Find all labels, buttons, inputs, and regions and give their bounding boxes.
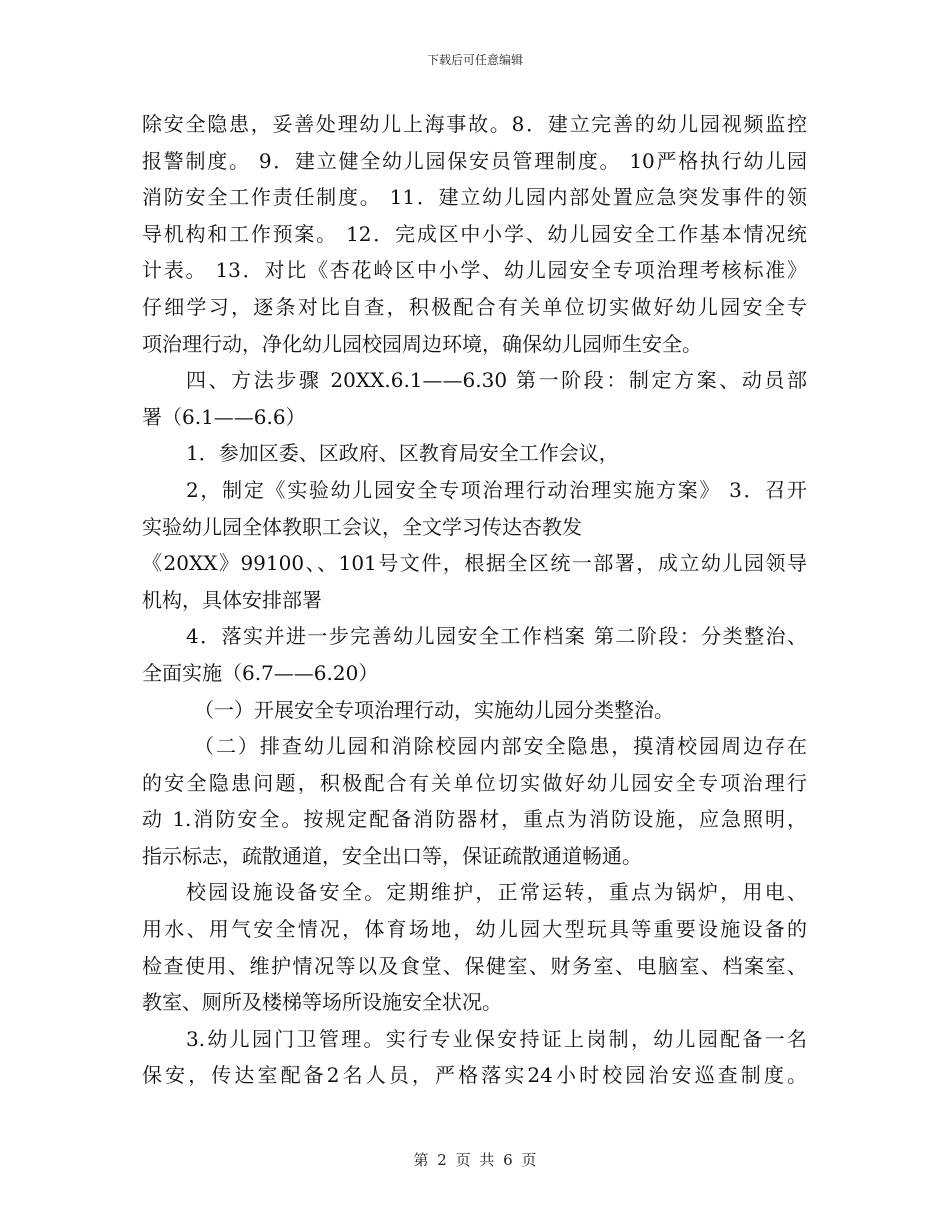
text-line: 教室、厕所及楼梯等场所设施安全状况。 xyxy=(142,990,502,1015)
text-line: 动 1.消防安全。按规定配备消防器材，重点为消防设施，应急照明， xyxy=(142,807,807,832)
text-line: 指示标志，疏散通道，安全出口等，保证疏散通道畅通。 xyxy=(142,843,642,868)
text-line: 2，制定《实验幼儿园安全专项治理行动治理实施方案》 3．召开 xyxy=(186,477,807,502)
text-line: 3.幼儿园门卫管理。实行专业保安持证上岗制，幼儿园配备一名 xyxy=(186,1026,807,1051)
text-line: 机构，具体安排部署 xyxy=(142,587,322,612)
page-number-footer: 第 2 页 共 6 页 xyxy=(413,1151,537,1169)
text-line: 1．参加区委、区政府、区教育局安全工作会议， xyxy=(186,441,619,466)
text-line: 计表。 13．对比《杏花岭区中小学、幼儿园安全专项治理考核标准》 xyxy=(142,258,807,283)
section-heading-line: 四、方法步骤 20XX.6.1——6.30 第一阶段：制定方案、动员部 xyxy=(186,368,807,393)
text-line: 消防安全工作责任制度。 11．建立幼儿园内部处置应急突发事件的领 xyxy=(142,185,807,210)
text-line: 校园设施设备安全。定期维护，正常运转，重点为锅炉，用电、 xyxy=(186,880,807,905)
document-body xyxy=(142,106,807,1094)
text-line: 《20XX》99100、、101号文件，根据全区统一部署，成立幼儿园领导 xyxy=(142,551,807,576)
text-line: 实验幼儿园全体教职工会议，全文学习传达杏教发 xyxy=(142,514,582,539)
text-line: 署（6.1——6.6） xyxy=(142,404,306,429)
page-header: 下载后可任意编辑 xyxy=(426,53,523,67)
text-line: 检查使用、维护情况等以及食堂、保健室、财务室、电脑室、档案室、 xyxy=(142,953,807,978)
text-line: （一）开展安全专项治理行动，实施幼儿园分类整治。 xyxy=(194,697,674,722)
text-line: 4．落实并进一步完善幼儿园安全工作档案 第二阶段：分类整治、 xyxy=(186,624,807,649)
text-line: 报警制度。 9．建立健全幼儿园保安员管理制度。 10严格执行幼儿园 xyxy=(142,148,807,173)
text-line: 导机构和工作预案。 12．完成区中小学、幼儿园安全工作基本情况统 xyxy=(142,221,807,246)
text-line: 项治理行动，净化幼儿园校园周边环境，确保幼儿园师生安全。 xyxy=(142,331,702,356)
text-line: 仔细学习，逐条对比自查，积极配合有关单位切实做好幼儿园安全专 xyxy=(142,294,807,319)
text-line: 保安，传达室配备2名人员，严格落实24小时校园治安巡查制度。 xyxy=(142,1063,807,1088)
text-line: 全面实施（6.7——6.20） xyxy=(142,660,379,685)
text-line: 的安全隐患问题，积极配合有关单位切实做好幼儿园安全专项治理行 xyxy=(142,770,807,795)
text-line: 除安全隐患，妥善处理幼儿上海事故。8．建立完善的幼儿园视频监控 xyxy=(142,112,807,136)
text-line: （二）排查幼儿园和消除校园内部安全隐患，摸清校园周边存在 xyxy=(194,734,807,759)
text-line: 用水、用气安全情况，体育场地，幼儿园大型玩具等重要设施设备的 xyxy=(142,917,807,942)
